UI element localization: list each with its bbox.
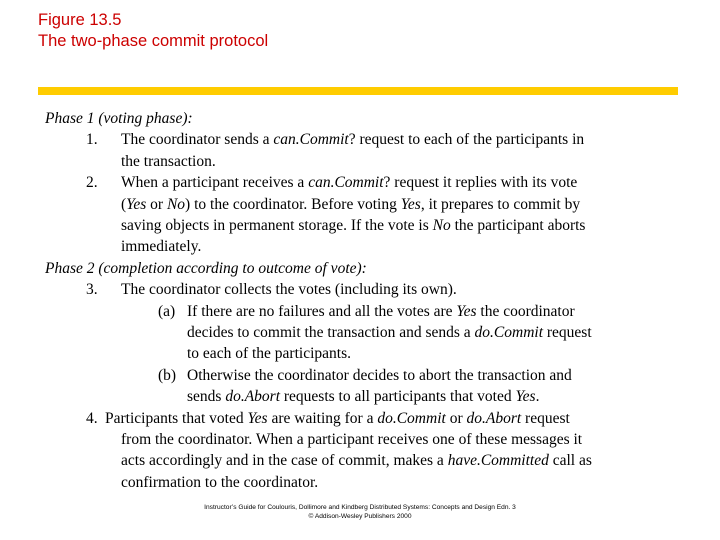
phase1-heading: Phase 1 (voting phase): <box>45 110 193 127</box>
item3b-line1: Otherwise the coordinator decides to abort the transaction and <box>187 366 572 384</box>
item4-line2: from the coordinator. When a participant receives one of these messages it <box>121 431 583 448</box>
item4-line3: acts accordingly and in the case of commit, makes a have.Committed call as <box>121 452 592 470</box>
item3a-label: (a) <box>158 302 176 320</box>
figure-label: Figure 13.5 <box>38 11 122 29</box>
item2-line1: When a participant receives a can.Commit? request it replies with its vote <box>121 174 578 192</box>
footer-line1: Instructor’s Guide for Coulouris, Dollimore and Kindberg Distributed Systems: Concepts and Design Edn. 3 <box>204 504 516 511</box>
item3b-line2: sends do.Abort requests to all participants that voted Yes. <box>187 388 540 406</box>
figure-title: The two-phase commit protocol <box>38 32 269 50</box>
item3-line1: The coordinator collects the votes (including its own). <box>121 281 457 299</box>
item3a-line1: If there are no failures and all the votes are Yes the coordinator <box>187 302 575 320</box>
item2-line4: immediately. <box>121 238 202 256</box>
phase2-heading: Phase 2 (completion according to outcome of vote): <box>45 259 367 277</box>
item2-line2: (Yes or No) to the coordinator. Before voting Yes, it prepares to commit by <box>121 195 581 213</box>
footer-credit <box>0 503 720 521</box>
footer-line2: © Addison-Wesley Publishers 2000 <box>308 513 412 520</box>
item4-line4: confirmation to the coordinator. <box>121 473 319 491</box>
item3a-line3: to each of the participants. <box>187 345 351 363</box>
slide-title-block <box>38 10 268 52</box>
item3a-line2: decides to commit the transaction and sends a do.Commit request <box>187 324 592 341</box>
title-divider <box>38 87 678 95</box>
item1-line1: The coordinator sends a can.Commit? request to each of the participants in <box>121 131 585 149</box>
item1-number: 1. <box>86 131 98 149</box>
item3b-label: (b) <box>158 366 177 384</box>
item4-number: 4. <box>86 409 98 427</box>
item1-line2: the transaction. <box>121 152 216 170</box>
item3-number: 3. <box>86 281 98 299</box>
item2-line3: saving objects in permanent storage. If the vote is No the participant aborts <box>121 217 586 234</box>
item2-number: 2. <box>86 174 98 192</box>
item4-line1: Participants that voted Yes are waiting for a do.Commit or do.Abort request <box>105 409 570 427</box>
